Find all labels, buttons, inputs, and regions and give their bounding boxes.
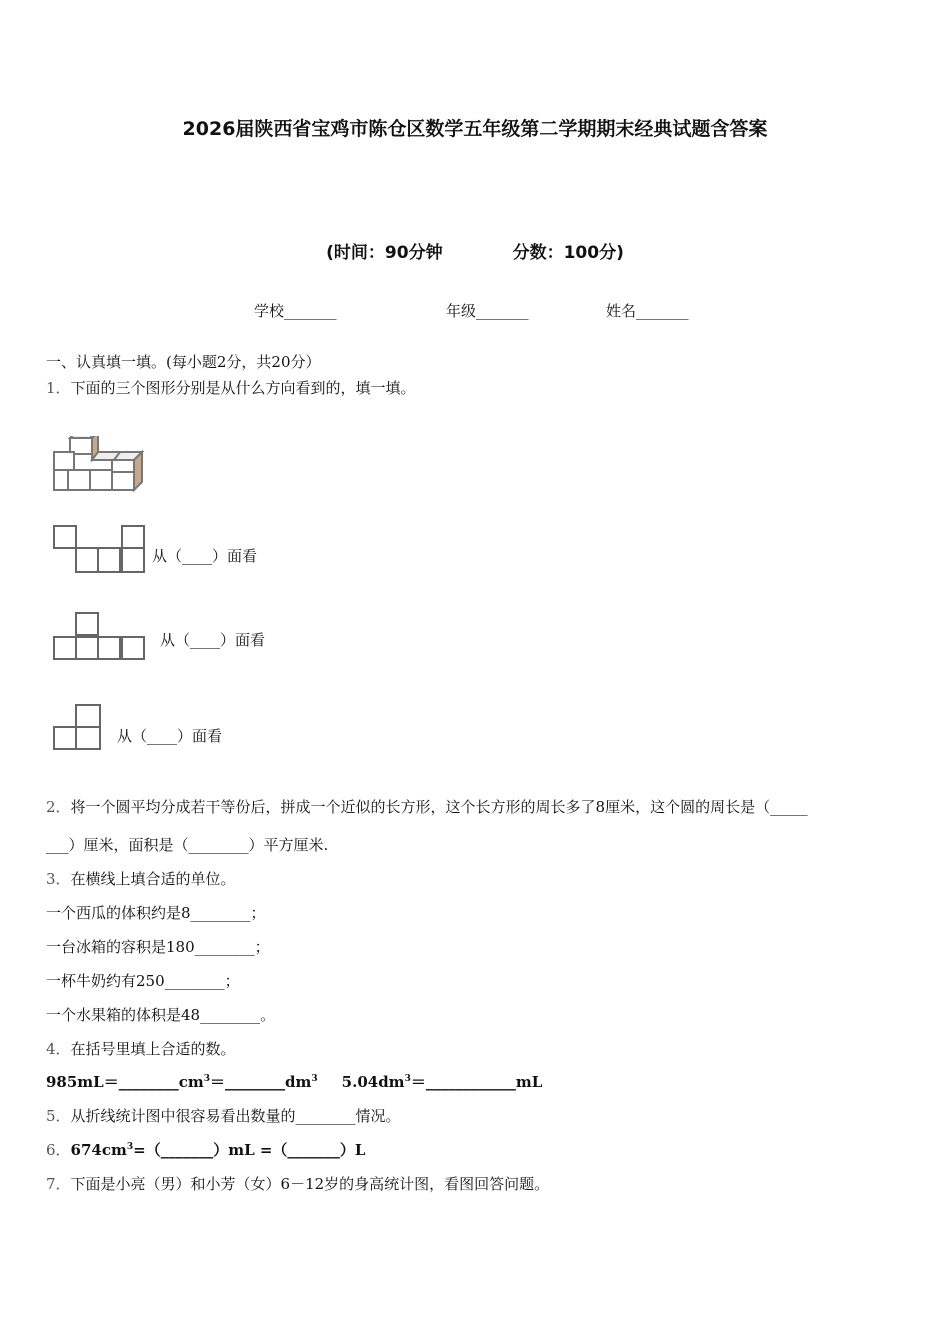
name-field: 姓名_______ [606, 302, 689, 320]
question-text: 674cm [70, 1141, 127, 1159]
question-2 [46, 796, 808, 817]
question-3 [46, 868, 236, 889]
superscript: 3 [203, 1074, 211, 1084]
grade-field: 年级_______ [446, 302, 529, 320]
section-heading: 一、认真填一填。(每小题2分，共20分） [46, 353, 321, 371]
fill-item: 一个水果箱的体积是48________。 [46, 1006, 276, 1024]
fill-item: 一个西瓜的体积约是8________； [46, 904, 266, 922]
question-text: 在括号里填上合适的数。 [70, 1040, 236, 1058]
conversion-part: ＝________dm [210, 1073, 312, 1091]
question-text: 下面的三个图形分别是从什么方向看到的，填一填。 [70, 379, 416, 397]
conversion-part: 5.04dm [341, 1073, 405, 1091]
school-field: 学校_______ [254, 302, 337, 320]
time-limit: (时间：90分钟 [326, 243, 443, 263]
view-figure-2 [52, 611, 148, 663]
question-number: 1． [46, 379, 71, 397]
fill-item: 一台冰箱的容积是180________； [46, 938, 270, 956]
view-answer-3: 从（____）面看 [117, 727, 223, 745]
question-number: 7． [46, 1175, 71, 1193]
question-number: 3． [46, 870, 71, 888]
view-figure-1 [52, 524, 148, 576]
view-figure-3 [52, 703, 104, 753]
fill-item: 一杯牛奶约有250________； [46, 972, 240, 990]
question-6 [46, 1139, 365, 1160]
exam-meta [0, 238, 950, 263]
superscript: 3 [126, 1142, 134, 1152]
question-number: 6． [46, 1141, 71, 1159]
question-text: =（_______）mL =（_______）L [133, 1141, 366, 1159]
question-5 [46, 1105, 401, 1126]
conversion-part: ＝____________mL [410, 1073, 543, 1091]
cube-solid-figure [50, 436, 154, 494]
question-number: 5． [46, 1107, 71, 1125]
superscript: 3 [311, 1074, 318, 1084]
total-score: 分数：100分) [512, 243, 624, 263]
question-number: 4． [46, 1040, 71, 1058]
question-1 [46, 377, 416, 398]
question-7 [46, 1173, 549, 1194]
question-number: 2． [46, 798, 71, 816]
question-text: 将一个圆平均分成若干等份后，拼成一个近似的长方形，这个长方形的周长多了8厘米，这个圆的周长是（_____ [70, 798, 808, 816]
document-title: 2026届陕西省宝鸡市陈仓区数学五年级第二学期期末经典试题含答案 [182, 118, 768, 140]
question-text: 下面是小亮（男）和小芳（女）6－12岁的身高统计图，看图回答问题。 [70, 1175, 550, 1193]
question-text: 在横线上填合适的单位。 [70, 870, 236, 888]
view-answer-2: 从（____）面看 [160, 631, 266, 649]
conversion-line [46, 1071, 542, 1092]
question-2-continued: ___）厘米，面积是（________）平方厘米. [46, 836, 329, 854]
superscript: 3 [404, 1074, 411, 1084]
question-text: 从折线统计图中很容易看出数量的________情况。 [70, 1107, 401, 1125]
conversion-part: 985mL＝________cm [46, 1073, 204, 1091]
question-4 [46, 1038, 236, 1059]
view-answer-1: 从（____）面看 [152, 547, 258, 565]
